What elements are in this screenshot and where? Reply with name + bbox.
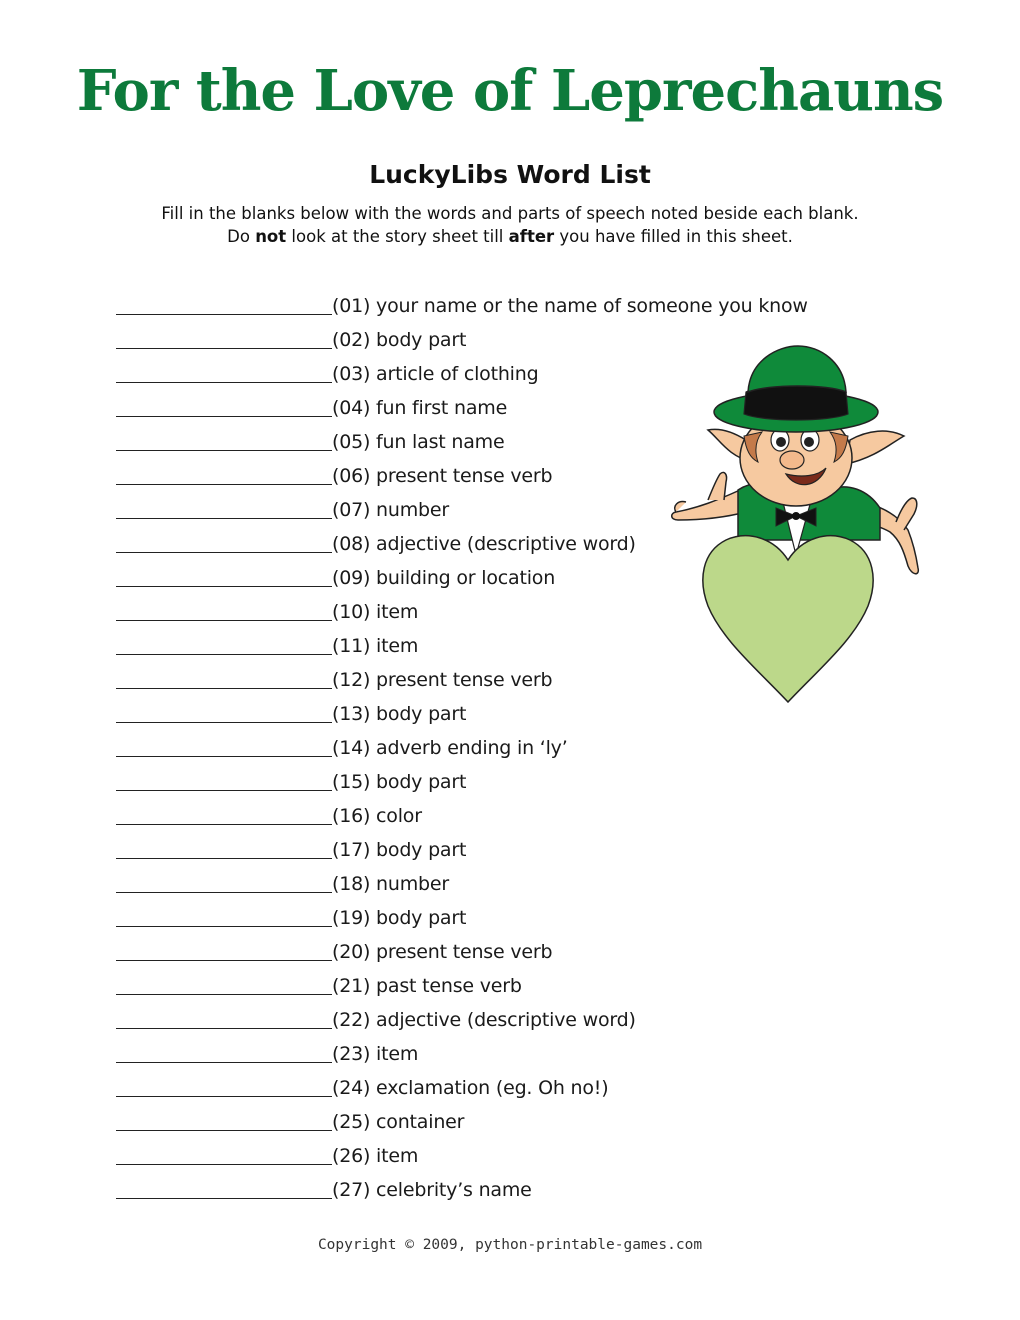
word-prompt-label: (25) container [332, 1111, 465, 1133]
instructions-line-1: Fill in the blanks below with the words and parts of speech noted beside each blank. [161, 204, 859, 223]
word-prompt-label: (01) your name or the name of someone you know [332, 295, 808, 317]
answer-blank[interactable] [116, 971, 332, 995]
copyright-notice: Copyright © 2009, python-printable-games.com [317, 1237, 703, 1253]
answer-blank[interactable] [116, 325, 332, 349]
word-prompt-label: (09) building or location [332, 567, 556, 589]
word-list-item [116, 1170, 808, 1204]
word-prompt-label: (24) exclamation (eg. Oh no!) [332, 1077, 609, 1099]
answer-blank[interactable] [116, 1073, 332, 1097]
answer-blank[interactable] [116, 427, 332, 451]
word-prompt-label: (17) body part [332, 839, 467, 861]
word-prompt-label: (19) body part [332, 907, 467, 929]
word-prompt-label: (08) adjective (descriptive word) [332, 533, 636, 555]
answer-blank[interactable] [116, 733, 332, 757]
answer-blank[interactable] [116, 359, 332, 383]
word-prompt-label: (27) celebrity’s name [332, 1179, 532, 1201]
instructions [0, 202, 1020, 248]
answer-blank[interactable] [116, 495, 332, 519]
answer-blank[interactable] [116, 903, 332, 927]
word-prompt-label: (12) present tense verb [332, 669, 553, 691]
answer-blank[interactable] [116, 801, 332, 825]
word-list-item [116, 796, 808, 830]
word-prompt-label: (26) item [332, 1145, 419, 1167]
word-list-item [116, 762, 808, 796]
word-list-item [116, 830, 808, 864]
answer-blank[interactable] [116, 937, 332, 961]
answer-blank[interactable] [116, 597, 332, 621]
word-list-item [116, 1034, 808, 1068]
word-prompt-label: (20) present tense verb [332, 941, 553, 963]
answer-blank[interactable] [116, 563, 332, 587]
word-prompt-label: (03) article of clothing [332, 363, 539, 385]
word-prompt-label: (13) body part [332, 703, 467, 725]
word-prompt-label: (14) adverb ending in ‘ly’ [332, 737, 568, 759]
answer-blank[interactable] [116, 529, 332, 553]
word-list-item [116, 728, 808, 762]
word-prompt-label: (10) item [332, 601, 419, 623]
word-list-item [116, 286, 808, 320]
answer-blank[interactable] [116, 631, 332, 655]
answer-blank[interactable] [116, 1005, 332, 1029]
word-prompt-label: (21) past tense verb [332, 975, 522, 997]
word-prompt-label: (05) fun last name [332, 431, 505, 453]
word-prompt-label: (16) color [332, 805, 422, 827]
word-list-item [116, 1102, 808, 1136]
word-prompt-label: (22) adjective (descriptive word) [332, 1009, 636, 1031]
page-title: For the Love of Leprechauns [76, 58, 944, 124]
instructions-line-2: Do not look at the story sheet till after you have filled in this sheet. [227, 227, 793, 246]
word-prompt-label: (15) body part [332, 771, 467, 793]
answer-blank[interactable] [116, 1107, 332, 1131]
answer-blank[interactable] [116, 1141, 332, 1165]
answer-blank[interactable] [116, 699, 332, 723]
answer-blank[interactable] [116, 767, 332, 791]
answer-blank[interactable] [116, 1175, 332, 1199]
word-prompt-label: (06) present tense verb [332, 465, 553, 487]
word-prompt-label: (11) item [332, 635, 419, 657]
word-list-item [116, 966, 808, 1000]
worksheet-subtitle: LuckyLibs Word List [369, 160, 651, 189]
answer-blank[interactable] [116, 835, 332, 859]
word-list-item [116, 1068, 808, 1102]
word-prompt-label: (18) number [332, 873, 449, 895]
word-prompt-label: (02) body part [332, 329, 467, 351]
word-prompt-label: (07) number [332, 499, 449, 521]
answer-blank[interactable] [116, 291, 332, 315]
answer-blank[interactable] [116, 869, 332, 893]
word-prompt-label: (23) item [332, 1043, 419, 1065]
word-list-item [116, 1000, 808, 1034]
answer-blank[interactable] [116, 393, 332, 417]
word-prompt-label: (04) fun first name [332, 397, 508, 419]
answer-blank[interactable] [116, 1039, 332, 1063]
word-list-item [116, 932, 808, 966]
answer-blank[interactable] [116, 461, 332, 485]
answer-blank[interactable] [116, 665, 332, 689]
word-list-item [116, 898, 808, 932]
leprechaun-illustration-icon [668, 340, 928, 710]
word-list-item [116, 1136, 808, 1170]
word-list-item [116, 864, 808, 898]
